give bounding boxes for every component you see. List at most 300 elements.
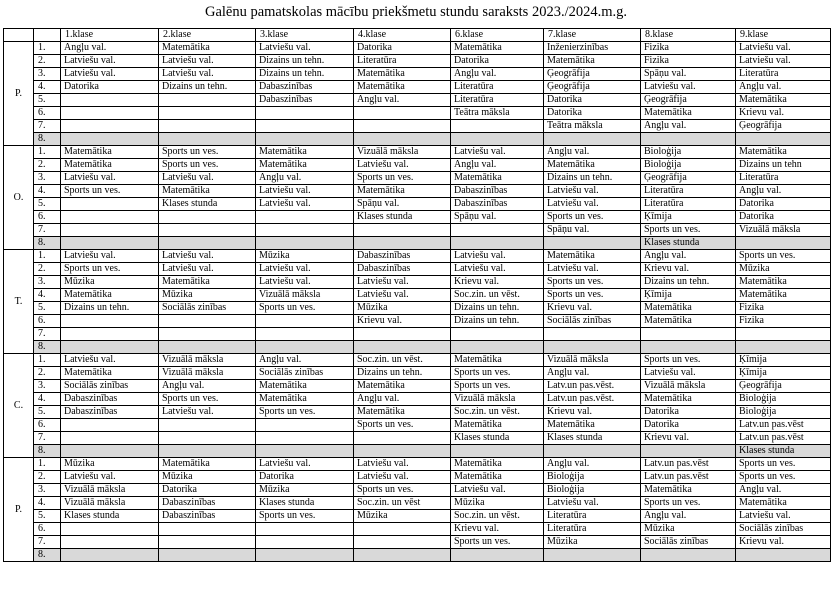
schedule-row: [4, 42, 831, 55]
subject-cell: Ģeogrāfija: [736, 120, 831, 133]
subject-cell: Latviešu val.: [256, 276, 354, 289]
subject-cell: Dizains un tehn: [736, 159, 831, 172]
subject-cell: Latviešu val.: [544, 198, 641, 211]
subject-cell: Latviešu val.: [159, 68, 256, 81]
subject-cell: [61, 536, 159, 549]
subject-cell: Latviešu val.: [159, 250, 256, 263]
subject-cell: [61, 211, 159, 224]
lesson-number: 1.: [34, 42, 61, 55]
subject-cell: Vizuālā māksla: [641, 380, 736, 393]
subject-cell: Dabaszinības: [159, 510, 256, 523]
subject-cell: [159, 224, 256, 237]
subject-cell: [256, 224, 354, 237]
subject-cell: [159, 211, 256, 224]
subject-cell: Soc.zin. un vēst: [354, 497, 451, 510]
lesson-number: 3.: [34, 484, 61, 497]
subject-cell: [256, 536, 354, 549]
subject-cell: Literatūra: [736, 68, 831, 81]
subject-cell: [641, 549, 736, 562]
subject-cell: Ģeogrāfija: [641, 172, 736, 185]
subject-cell: Matemātika: [61, 289, 159, 302]
subject-cell: Angļu val.: [354, 393, 451, 406]
subject-cell: Angļu val.: [736, 185, 831, 198]
lesson-number: 5.: [34, 302, 61, 315]
schedule-row: [4, 211, 831, 224]
subject-cell: Krievu val.: [451, 523, 544, 536]
subject-cell: Dabaszinības: [451, 185, 544, 198]
subject-cell: Krievu val.: [641, 263, 736, 276]
subject-cell: [451, 120, 544, 133]
subject-cell: Latviešu val.: [159, 172, 256, 185]
subject-cell: Fizika: [736, 315, 831, 328]
subject-cell: Angļu val.: [354, 94, 451, 107]
schedule-row: [4, 107, 831, 120]
subject-cell: Mūzika: [544, 536, 641, 549]
schedule-row: [4, 484, 831, 497]
subject-cell: [354, 107, 451, 120]
subject-cell: Latviešu val.: [354, 458, 451, 471]
subject-cell: [61, 315, 159, 328]
lesson-number: 5.: [34, 406, 61, 419]
subject-cell: Teātra māksla: [451, 107, 544, 120]
subject-cell: Datorika: [354, 42, 451, 55]
subject-cell: [159, 133, 256, 146]
subject-cell: [354, 237, 451, 250]
lesson-number: 4.: [34, 393, 61, 406]
subject-cell: [544, 445, 641, 458]
subject-cell: [736, 549, 831, 562]
subject-cell: Sports un ves.: [736, 250, 831, 263]
lesson-number: 7.: [34, 224, 61, 237]
subject-cell: Datorika: [451, 55, 544, 68]
subject-cell: Matemātika: [354, 406, 451, 419]
subject-cell: Teātra māksla: [544, 120, 641, 133]
subject-cell: Latviešu val.: [451, 250, 544, 263]
subject-cell: [256, 120, 354, 133]
subject-cell: Dabaszinības: [354, 263, 451, 276]
subject-cell: [61, 198, 159, 211]
subject-cell: Latviešu val.: [159, 406, 256, 419]
subject-cell: Datorika: [256, 471, 354, 484]
subject-cell: Angļu val.: [544, 146, 641, 159]
subject-cell: Latviešu val.: [256, 198, 354, 211]
subject-cell: Sociālās zinības: [544, 315, 641, 328]
lesson-number: 4.: [34, 497, 61, 510]
subject-cell: Klases stunda: [641, 237, 736, 250]
schedule-row: [4, 497, 831, 510]
schedule-row: [4, 146, 831, 159]
schedule-row: [4, 341, 831, 354]
subject-cell: Matemātika: [451, 419, 544, 432]
schedule-row: [4, 302, 831, 315]
subject-cell: Vizuālā māksla: [451, 393, 544, 406]
subject-cell: Latv.un pas.vēst.: [544, 393, 641, 406]
subject-cell: Krievu val.: [544, 406, 641, 419]
schedule-row: [4, 250, 831, 263]
lesson-number: 8.: [34, 445, 61, 458]
subject-cell: Latv.un pas.vēst: [736, 419, 831, 432]
subject-cell: Sociālās zinības: [736, 523, 831, 536]
day-label: P.: [4, 42, 34, 146]
subject-cell: Ģeogrāfija: [641, 94, 736, 107]
subject-cell: Matemātika: [159, 185, 256, 198]
subject-cell: [159, 419, 256, 432]
subject-cell: Angļu val.: [61, 42, 159, 55]
subject-cell: Inženierzinības: [544, 42, 641, 55]
subject-cell: Latviešu val.: [256, 185, 354, 198]
subject-cell: Mūzika: [159, 471, 256, 484]
subject-cell: [61, 224, 159, 237]
subject-cell: Matemātika: [544, 419, 641, 432]
lesson-number: 5.: [34, 198, 61, 211]
schedule-table: [3, 28, 831, 562]
subject-cell: [159, 341, 256, 354]
lesson-number: 4.: [34, 81, 61, 94]
lesson-number: 1.: [34, 250, 61, 263]
subject-cell: Datorika: [544, 94, 641, 107]
subject-cell: Sociālās zinības: [159, 302, 256, 315]
lesson-number: 5.: [34, 94, 61, 107]
subject-cell: [61, 432, 159, 445]
subject-cell: Latviešu val.: [256, 42, 354, 55]
schedule-row: [4, 94, 831, 107]
subject-cell: Ķīmija: [641, 211, 736, 224]
subject-cell: Dizains un tehn.: [256, 55, 354, 68]
subject-cell: Spāņu val.: [544, 224, 641, 237]
subject-cell: Sports un ves.: [159, 146, 256, 159]
subject-cell: Latviešu val.: [61, 471, 159, 484]
subject-cell: Krievu val.: [354, 315, 451, 328]
subject-cell: Matemātika: [61, 146, 159, 159]
subject-cell: [61, 133, 159, 146]
subject-cell: Spāņu val.: [641, 68, 736, 81]
schedule-row: [4, 237, 831, 250]
subject-cell: Soc.zin. un vēst.: [451, 510, 544, 523]
subject-cell: Matemātika: [256, 159, 354, 172]
subject-cell: Matemātika: [256, 380, 354, 393]
class-header: 3.klase: [256, 29, 354, 42]
subject-cell: Latviešu val.: [641, 367, 736, 380]
subject-cell: [451, 237, 544, 250]
subject-cell: Angļu val.: [544, 458, 641, 471]
schedule-row: [4, 458, 831, 471]
schedule-row: [4, 419, 831, 432]
subject-cell: [354, 120, 451, 133]
lesson-number: 6.: [34, 107, 61, 120]
subject-cell: [354, 328, 451, 341]
subject-cell: Matemātika: [354, 380, 451, 393]
schedule-row: [4, 133, 831, 146]
subject-cell: Matemātika: [61, 367, 159, 380]
subject-cell: Latviešu val.: [61, 250, 159, 263]
schedule-row: [4, 354, 831, 367]
schedule-row: [4, 445, 831, 458]
subject-cell: Latviešu val.: [641, 81, 736, 94]
subject-cell: [736, 341, 831, 354]
subject-cell: Datorika: [159, 484, 256, 497]
subject-cell: [159, 237, 256, 250]
subject-cell: Latviešu val.: [61, 354, 159, 367]
class-header: 1.klase: [61, 29, 159, 42]
subject-cell: Dabaszinības: [61, 406, 159, 419]
subject-cell: Vizuālā māksla: [256, 289, 354, 302]
subject-cell: [736, 328, 831, 341]
subject-cell: Mūzika: [451, 497, 544, 510]
subject-cell: Klases stunda: [61, 510, 159, 523]
subject-cell: Bioloģija: [736, 393, 831, 406]
subject-cell: Dizains un tehn.: [451, 315, 544, 328]
schedule-row: [4, 536, 831, 549]
subject-cell: Sports un ves.: [159, 159, 256, 172]
subject-cell: [451, 341, 544, 354]
subject-cell: [159, 432, 256, 445]
subject-cell: Dabaszinības: [451, 198, 544, 211]
subject-cell: Matemātika: [256, 146, 354, 159]
subject-cell: Angļu val.: [736, 81, 831, 94]
subject-cell: [256, 237, 354, 250]
subject-cell: Latviešu val.: [354, 289, 451, 302]
subject-cell: Sports un ves.: [354, 484, 451, 497]
subject-cell: [544, 133, 641, 146]
subject-cell: Sports un ves.: [354, 172, 451, 185]
subject-cell: Vizuālā māksla: [544, 354, 641, 367]
subject-cell: Dizains un tehn.: [641, 276, 736, 289]
subject-cell: Latviešu val.: [544, 497, 641, 510]
subject-cell: Datorika: [736, 211, 831, 224]
subject-cell: Matemātika: [641, 302, 736, 315]
class-header: 6.klase: [451, 29, 544, 42]
subject-cell: Fizika: [641, 42, 736, 55]
subject-cell: Latviešu val.: [256, 458, 354, 471]
lesson-number: 3.: [34, 276, 61, 289]
subject-cell: [159, 445, 256, 458]
subject-cell: Spāņu val.: [354, 198, 451, 211]
subject-cell: [159, 315, 256, 328]
schedule-row: [4, 159, 831, 172]
class-header: 4.klase: [354, 29, 451, 42]
schedule-row: [4, 549, 831, 562]
subject-cell: [736, 133, 831, 146]
lesson-number: 7.: [34, 120, 61, 133]
subject-cell: Latviešu val.: [354, 471, 451, 484]
subject-cell: Sports un ves.: [451, 380, 544, 393]
subject-cell: [256, 328, 354, 341]
subject-cell: [61, 107, 159, 120]
subject-cell: Matemātika: [736, 94, 831, 107]
subject-cell: Sports un ves.: [354, 419, 451, 432]
subject-cell: Matemātika: [641, 315, 736, 328]
subject-cell: Matemātika: [354, 68, 451, 81]
subject-cell: Matemātika: [451, 354, 544, 367]
subject-cell: Sports un ves.: [256, 406, 354, 419]
subject-cell: Literatūra: [544, 523, 641, 536]
subject-cell: Datorika: [61, 81, 159, 94]
subject-cell: Latviešu val.: [61, 55, 159, 68]
schedule-row: [4, 315, 831, 328]
subject-cell: [159, 107, 256, 120]
schedule-row: [4, 328, 831, 341]
subject-cell: Latviešu val.: [736, 510, 831, 523]
subject-cell: [61, 549, 159, 562]
subject-cell: Matemātika: [256, 393, 354, 406]
subject-cell: Krievu val.: [544, 302, 641, 315]
lesson-number: 6.: [34, 419, 61, 432]
subject-cell: [544, 549, 641, 562]
subject-cell: Matemātika: [451, 172, 544, 185]
subject-cell: [256, 419, 354, 432]
subject-cell: Spāņu val.: [451, 211, 544, 224]
subject-cell: [641, 328, 736, 341]
subject-cell: [451, 328, 544, 341]
subject-cell: Angļu val.: [641, 120, 736, 133]
subject-cell: Sociālās zinības: [641, 536, 736, 549]
subject-cell: [61, 523, 159, 536]
subject-cell: [61, 341, 159, 354]
subject-cell: Sports un ves.: [544, 276, 641, 289]
subject-cell: Datorika: [641, 419, 736, 432]
subject-cell: Angļu val.: [451, 159, 544, 172]
subject-cell: Sports un ves.: [256, 510, 354, 523]
lesson-number: 2.: [34, 471, 61, 484]
lesson-number: 8.: [34, 549, 61, 562]
subject-cell: Ģeogrāfija: [544, 68, 641, 81]
subject-cell: Klases stunda: [159, 198, 256, 211]
subject-cell: [159, 549, 256, 562]
subject-cell: [256, 315, 354, 328]
schedule-row: [4, 510, 831, 523]
lesson-number: 5.: [34, 510, 61, 523]
subject-cell: Bioloģija: [544, 484, 641, 497]
lesson-number: 6.: [34, 211, 61, 224]
subject-cell: [159, 94, 256, 107]
subject-cell: [159, 120, 256, 133]
schedule-row: [4, 224, 831, 237]
subject-cell: Sports un ves.: [736, 458, 831, 471]
subject-cell: Angļu val.: [256, 172, 354, 185]
subject-cell: [354, 523, 451, 536]
lesson-number: 4.: [34, 289, 61, 302]
subject-cell: Sports un ves.: [61, 263, 159, 276]
subject-cell: Matemātika: [641, 393, 736, 406]
schedule-row: [4, 289, 831, 302]
subject-cell: Krievu val.: [736, 536, 831, 549]
subject-cell: Krievu val.: [641, 432, 736, 445]
schedule-row: [4, 185, 831, 198]
schedule-row: [4, 276, 831, 289]
lesson-number: 8.: [34, 341, 61, 354]
subject-cell: [354, 445, 451, 458]
subject-cell: Dabaszinības: [354, 250, 451, 263]
subject-cell: [641, 341, 736, 354]
subject-cell: Latviešu val.: [544, 185, 641, 198]
subject-cell: Fizika: [736, 302, 831, 315]
subject-cell: Matemātika: [159, 458, 256, 471]
subject-cell: Sports un ves.: [159, 393, 256, 406]
subject-cell: Latviešu val.: [61, 172, 159, 185]
subject-cell: Mūzika: [61, 458, 159, 471]
day-label: O.: [4, 146, 34, 250]
schedule-row: [4, 263, 831, 276]
subject-cell: Sports un ves.: [641, 354, 736, 367]
schedule-row: [4, 406, 831, 419]
subject-cell: Latviešu val.: [736, 55, 831, 68]
lesson-number: 1.: [34, 354, 61, 367]
subject-cell: Datorika: [544, 107, 641, 120]
subject-cell: Latviešu val.: [451, 263, 544, 276]
subject-cell: Mūzika: [354, 302, 451, 315]
subject-cell: Latv.un pas.vēst: [641, 471, 736, 484]
subject-cell: Matemātika: [544, 159, 641, 172]
subject-cell: [451, 133, 544, 146]
subject-cell: Latviešu val.: [451, 146, 544, 159]
lesson-number: 6.: [34, 523, 61, 536]
lesson-number: 7.: [34, 432, 61, 445]
class-header: 2.klase: [159, 29, 256, 42]
subject-cell: [61, 419, 159, 432]
lesson-number: 1.: [34, 458, 61, 471]
subject-cell: Ķīmija: [641, 289, 736, 302]
subject-cell: [641, 445, 736, 458]
subject-cell: Literatūra: [451, 81, 544, 94]
page-title: Galēnu pamatskolas mācību priekšmetu stundu saraksts 2023./2024.m.g.: [204, 4, 628, 20]
subject-cell: Latviešu val.: [159, 55, 256, 68]
subject-cell: Matemātika: [451, 42, 544, 55]
subject-cell: Ķīmija: [736, 354, 831, 367]
lesson-number: 7.: [34, 328, 61, 341]
schedule-row: [4, 523, 831, 536]
subject-cell: Matemātika: [544, 250, 641, 263]
subject-cell: Sports un ves.: [641, 497, 736, 510]
subject-cell: Mūzika: [354, 510, 451, 523]
subject-cell: Sports un ves.: [256, 302, 354, 315]
subject-cell: Mūzika: [61, 276, 159, 289]
subject-cell: Dizains un tehn.: [256, 68, 354, 81]
subject-cell: [61, 328, 159, 341]
subject-cell: [159, 536, 256, 549]
subject-cell: Latviešu val.: [159, 263, 256, 276]
schedule-row: [4, 471, 831, 484]
subject-cell: [256, 432, 354, 445]
lesson-number: 4.: [34, 185, 61, 198]
subject-cell: Latviešu val.: [256, 263, 354, 276]
subject-cell: Mūzika: [736, 263, 831, 276]
schedule-row: [4, 68, 831, 81]
subject-cell: Sports un ves.: [61, 185, 159, 198]
subject-cell: Dizains un tehn.: [451, 302, 544, 315]
subject-cell: Soc.zin. un vēst.: [451, 406, 544, 419]
subject-cell: [544, 237, 641, 250]
subject-cell: Dizains un tehn.: [61, 302, 159, 315]
subject-cell: Matemātika: [354, 185, 451, 198]
subject-cell: Angļu val.: [451, 68, 544, 81]
subject-cell: [256, 341, 354, 354]
lesson-number: 3.: [34, 68, 61, 81]
subject-cell: [256, 133, 354, 146]
subject-cell: Matemātika: [159, 276, 256, 289]
subject-cell: Dizains un tehn.: [354, 367, 451, 380]
subject-cell: [354, 536, 451, 549]
subject-cell: Mūzika: [256, 484, 354, 497]
subject-cell: Sports un ves.: [641, 224, 736, 237]
schedule-row: [4, 55, 831, 68]
subject-cell: Angļu val.: [736, 484, 831, 497]
lesson-number: 8.: [34, 133, 61, 146]
subject-cell: Latviešu val.: [544, 263, 641, 276]
subject-cell: Mūzika: [256, 250, 354, 263]
subject-cell: Mūzika: [641, 523, 736, 536]
day-label: P.: [4, 458, 34, 562]
subject-cell: [256, 107, 354, 120]
